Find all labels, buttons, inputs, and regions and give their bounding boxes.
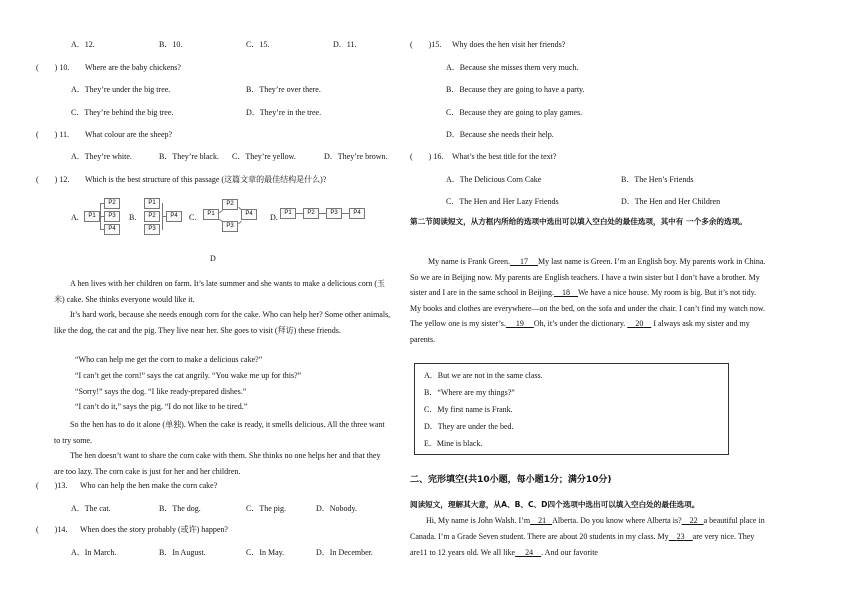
- section-d-heading: D: [210, 254, 216, 263]
- q14-option-d: D．In December.: [316, 548, 373, 557]
- node-p3: P3: [144, 224, 160, 235]
- passage-paragraph-3: “Who can help me get the corn to make a delicious cake?”: [75, 355, 263, 364]
- diagram-b-label: B.: [129, 213, 137, 222]
- node-p3: P3: [222, 221, 238, 232]
- node-p3: P3: [104, 211, 120, 222]
- passage-3: [410, 513, 766, 561]
- box-option-e: E．Mine is black.: [424, 439, 483, 448]
- q13-option-a: A．The cat.: [71, 504, 111, 513]
- q14-option-b: B．In August.: [159, 548, 206, 557]
- node-p2: P2: [222, 199, 238, 210]
- diagram-connector: [296, 213, 303, 214]
- q13-option-b: B．The dog.: [159, 504, 201, 513]
- diagram-connector: [100, 229, 104, 230]
- passage-3-text: Alberta. Do you know where Alberta is?: [552, 516, 682, 525]
- q9-option-d: D．11.: [333, 40, 357, 49]
- q15-option-b: B．Because they are going to have a party.: [446, 85, 585, 94]
- options-box: [414, 363, 729, 455]
- q14-option-a: A．In March.: [71, 548, 117, 557]
- part-2-heading: 二、完形填空(共10小题，每小题1分；满分10分): [410, 475, 612, 485]
- blank-19-number: 19: [515, 319, 524, 328]
- q11-option-b: B．They’re black.: [159, 152, 219, 161]
- q13-number: ( )13.: [36, 481, 68, 490]
- node-p2: P2: [104, 198, 120, 209]
- box-option-d: D．They are under the bed.: [424, 422, 514, 431]
- structure-diagram-a: [84, 197, 120, 237]
- q9-option-b: B．10.: [159, 40, 183, 49]
- passage-paragraph-6: “I can’t do it,” says the pig. “I do not like to be tired.”: [75, 402, 248, 411]
- q11-text: What colour are the sheep?: [85, 130, 173, 139]
- node-p2: P2: [303, 208, 319, 219]
- q10-text: Where are the baby chickens?: [85, 63, 181, 72]
- blank-21[interactable]: [530, 516, 552, 525]
- blank-21-number: 21: [538, 516, 547, 525]
- diagram-connector: [238, 221, 242, 224]
- structure-diagram-b: [144, 197, 184, 237]
- box-option-c: C．My first name is Frank.: [424, 405, 513, 414]
- node-p2: P2: [144, 211, 160, 222]
- node-p1: P1: [280, 208, 296, 219]
- passage-paragraph-2: It’s hard work, because she needs enough corn for the cake. Who can help her? Some other animals, like the dog, the cat and the pig. They live near her. She goes to visit (拜访) these friends.: [54, 310, 391, 335]
- q16-text: What’s the best title for the text?: [452, 152, 557, 161]
- passage-2-text: Oh, it’s under the dictionary.: [533, 319, 626, 328]
- q12-text: Which is the best structure of this passage (这篇文章的最佳结构是什么)?: [85, 175, 327, 184]
- box-option-a: A．But we are not in the same class.: [424, 371, 543, 380]
- q16-option-a: A．The Delicious Corn Cake: [446, 175, 542, 184]
- diagram-a-label: A.: [71, 213, 79, 222]
- q13-option-c: C．The pig.: [246, 504, 286, 513]
- passage-2: [410, 254, 766, 347]
- q14-number: ( )14.: [36, 525, 68, 534]
- box-option-b: B．“Where are my things?”: [424, 388, 515, 397]
- q10-option-b: B．They’re over there.: [246, 85, 321, 94]
- q16-option-b: B．The Hen’s Friends: [621, 175, 694, 184]
- q16-option-c: C．The Hen and Her Lazy Friends: [446, 197, 559, 206]
- passage-paragraph-7: So the hen has to do it alone (单独). When the cake is ready, it smells delicious. All the three want to try some.: [54, 420, 385, 445]
- diagram-connector: [238, 207, 242, 210]
- blank-20[interactable]: [627, 319, 651, 328]
- blank-23[interactable]: [669, 532, 693, 541]
- blank-17-number: 17: [519, 257, 528, 266]
- q12-number: ( ) 12.: [36, 175, 70, 184]
- q11-number: ( ) 11.: [36, 130, 70, 139]
- diagram-connector: [100, 203, 104, 204]
- q14-text: When does the story probably (或许) happen?: [80, 525, 228, 534]
- q16-option-d: D．The Hen and Her Children: [621, 197, 721, 206]
- blank-20-number: 20: [635, 319, 644, 328]
- node-p4: P4: [349, 208, 365, 219]
- passage-2-text: My name is Frank Green.: [428, 257, 510, 266]
- q13-option-d: D．Nobody.: [316, 504, 358, 513]
- passage-3-text: . And our favorite: [541, 548, 598, 557]
- blank-22[interactable]: [682, 516, 704, 525]
- diagram-d-label: D.: [270, 213, 278, 222]
- q15-option-c: C．Because they are going to play games.: [446, 108, 583, 117]
- q10-number: ( ) 10.: [36, 63, 70, 72]
- q11-option-c: C．They’re yellow.: [232, 152, 296, 161]
- q9-option-a: A．12.: [71, 40, 95, 49]
- q10-option-a: A．They’re under the big tree.: [71, 85, 171, 94]
- diagram-connector: [219, 210, 223, 213]
- blank-19[interactable]: [506, 319, 534, 328]
- diagram-connector: [100, 216, 104, 217]
- passage-2-text: We have a nice house. My room is big. But it’s not tidy. My books and clothes are everywhere—on the bed, on the sofa and under the chair. I can’t find my watch now. The yellow one is my sister’s.: [410, 288, 765, 328]
- diagram-connector: [219, 219, 223, 222]
- passage-3-text: Hi, My name is John Walsh. I’m: [426, 516, 531, 525]
- node-p1: P1: [84, 211, 100, 222]
- diagram-connector: [319, 213, 326, 214]
- blank-17[interactable]: [510, 257, 538, 266]
- node-p4: P4: [166, 211, 182, 222]
- passage-paragraph-1: A hen lives with her children on farm. It’s late summer and she wants to make a delicious corn (玉米) cake. She thinks everyone would like it.: [54, 279, 386, 304]
- passage-paragraph-5: “Sorry!” says the dog. “I like ready-prepared dishes.”: [75, 387, 247, 396]
- passage-2-text: I always ask my sister and my parents.: [410, 319, 750, 344]
- q11-option-a: A．They’re white.: [71, 152, 132, 161]
- structure-diagram-d: [280, 206, 370, 222]
- q15-option-a: A．Because she misses them very much.: [446, 63, 579, 72]
- passage-paragraph-8: The hen doesn’t want to share the corn cake with them. She thinks no one helps her and that they are too lazy. The corn cake is just for her and her children.: [54, 451, 381, 476]
- blank-22-number: 22: [689, 516, 698, 525]
- q14-option-c: C．In May.: [246, 548, 285, 557]
- q9-option-c: C．15.: [246, 40, 270, 49]
- node-p1: P1: [203, 209, 219, 220]
- diagram-c-label: C.: [189, 213, 197, 222]
- part-2-instructions: 阅读短文，理解其大意，从A、B、C、D四个选项中选出可以填入空白处的最佳选项。: [410, 500, 700, 509]
- passage-3-text: are very nice. They are11 to 12 years old. We all like: [410, 532, 755, 557]
- blank-18-number: 18: [561, 288, 570, 297]
- node-p1: P1: [144, 198, 160, 209]
- blank-18[interactable]: [554, 288, 578, 297]
- blank-24[interactable]: [515, 548, 541, 557]
- q13-text: Who can help the hen make the corn cake?: [80, 481, 218, 490]
- node-p4: P4: [104, 224, 120, 235]
- section-2-instructions: 第二节阅读短文，从方框内所给的选项中选出可以填入空白处的最佳选项，其中有 一个多余的选项。: [410, 217, 747, 226]
- q15-number: ( )15.: [410, 40, 442, 49]
- node-p3: P3: [326, 208, 342, 219]
- q11-option-d: D．They’re brown.: [324, 152, 388, 161]
- passage-paragraph-4: “I can’t get the corn!” says the cat angrily. “You wake me up for this?”: [75, 371, 302, 380]
- q10-option-d: D．They’re in the tree.: [246, 108, 322, 117]
- q16-number: ( ) 16.: [410, 152, 444, 161]
- passage-2-text: My last name is Green. I’m an English boy. My parents work in China. So we are in Beijing now. My parents are English teachers. I have a twin sister but I don’t have a brother. My sister and I are in the same school in Beijing.: [410, 257, 766, 297]
- node-p4: P4: [241, 209, 257, 220]
- q15-option-d: D．Because she needs their help.: [446, 130, 554, 139]
- q10-option-c: C．They’re behind the big tree.: [71, 108, 174, 117]
- blank-23-number: 23: [676, 532, 685, 541]
- passage-3-text: a beautiful place in Canada. I’m a Grade Seven student. There are about 20 students in my class. My: [410, 516, 765, 541]
- q15-text: Why does the hen visit her friends?: [452, 40, 566, 49]
- diagram-connector: [342, 213, 349, 214]
- diagram-connector: [162, 216, 166, 217]
- blank-24-number: 24: [525, 548, 534, 557]
- structure-diagram-c: [203, 197, 259, 237]
